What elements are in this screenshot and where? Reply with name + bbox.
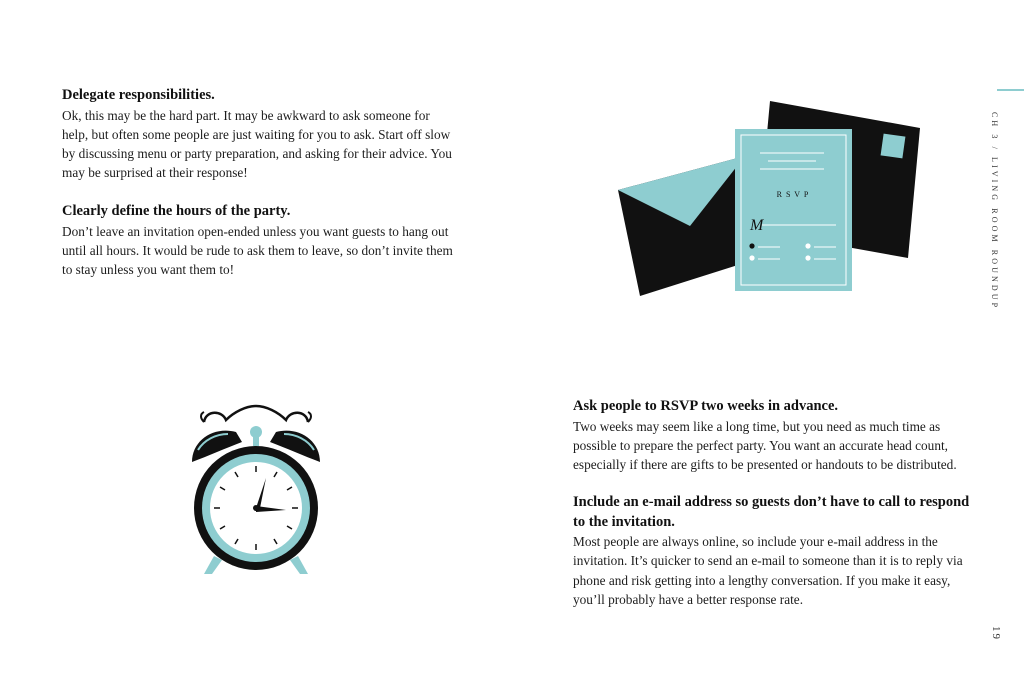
body-line: Most people are always online, so include your e-mail address in the xyxy=(573,534,938,549)
sidebar-accent-line xyxy=(997,89,1024,91)
section-heading-line: to the invitation. xyxy=(573,513,675,530)
body-line: help, but often some people are just waiting for you to ask. Start off slow xyxy=(62,126,451,142)
body-line: invitation. It’s quicker to send an e-mail to someone than it is to reply via xyxy=(573,553,963,569)
section-email xyxy=(573,493,973,609)
left-foot xyxy=(204,556,222,574)
body-line: by discussing menu or party preparation, and asking for their advice. You xyxy=(62,146,452,162)
page-number-text: 19 xyxy=(990,626,1002,641)
body-line: Ok, this may be the hard part. It may be awkward to ask someone for xyxy=(62,107,430,123)
section-heading-line: Include an e-mail address so guests don’t have to call to respond xyxy=(573,494,970,510)
section-heading: Clearly define the hours of the party. xyxy=(62,203,291,219)
script-mark: M xyxy=(750,217,764,234)
body-line: may be surprised at their response! xyxy=(62,165,248,181)
postage-stamp xyxy=(881,134,906,159)
page-number xyxy=(990,626,1006,656)
section-heading: Delegate responsibilities. xyxy=(62,87,215,103)
body-line: Two weeks may seem like a long time, but you need as much time as xyxy=(573,418,941,434)
running-head xyxy=(990,112,1010,312)
body-line: Don’t leave an invitation open-ended unless you want guests to hang out xyxy=(62,223,449,239)
section-heading: Ask people to RSVP two weeks in advance. xyxy=(573,398,839,414)
body-line: until all hours. It would be rude to ask them to leave, so don’t invite them xyxy=(62,242,453,258)
rsvp-label: R S V P xyxy=(776,190,810,199)
body-line: especially if there are gifts to be presented or handouts to be distributed. xyxy=(573,457,957,473)
section-rsvp xyxy=(573,397,973,474)
rsvp-invitation-icon xyxy=(610,98,930,308)
body-line: phone and risk getting into a lengthy conversation. If you make it easy, xyxy=(573,572,951,588)
alarm-clock-icon xyxy=(186,400,326,580)
body-line: to stay unless you want them to! xyxy=(62,262,235,278)
section-hours xyxy=(62,202,462,279)
running-head-text: CH 3 / LIVING ROOM ROUNDUP xyxy=(990,112,999,311)
right-foot xyxy=(290,556,308,574)
body-line: possible to prepare the perfect party. You want an accurate head count, xyxy=(573,437,949,453)
clock-handle xyxy=(204,406,308,422)
section-delegate xyxy=(62,86,462,183)
body-line: you’ll probably have a better response rate. xyxy=(573,591,804,607)
